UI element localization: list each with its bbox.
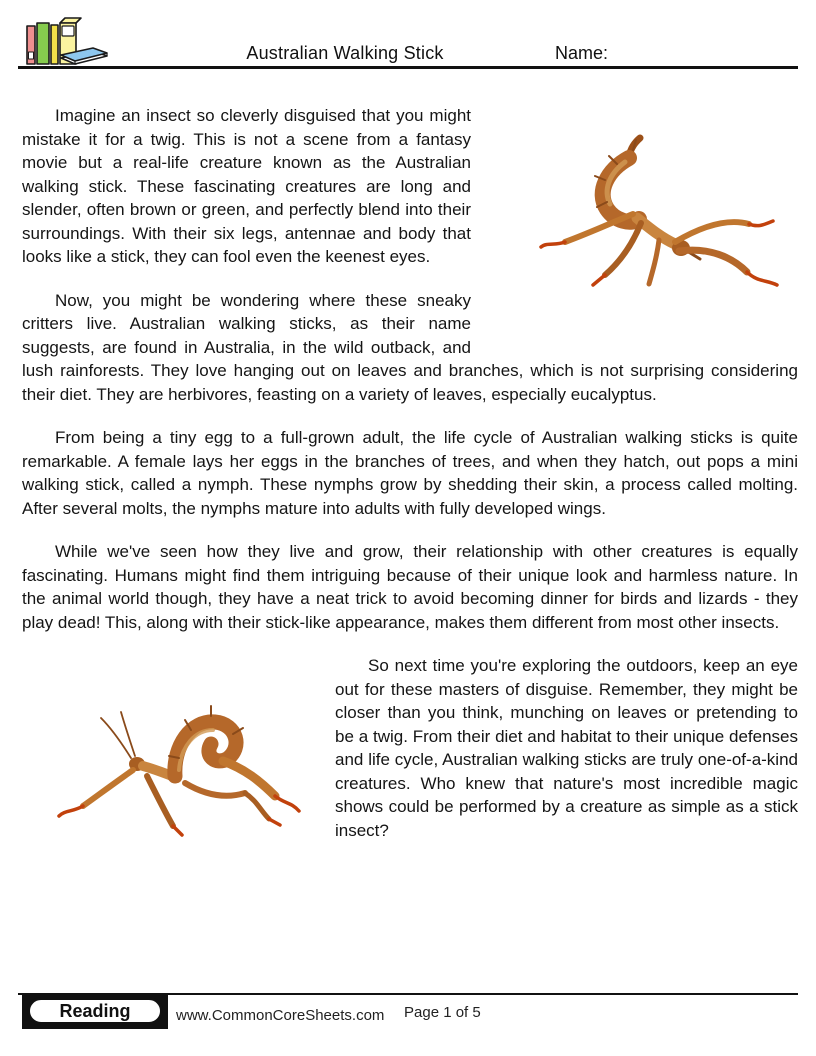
page-number: Page 1 of 5 [404,1004,481,1021]
paragraph-3: From being a tiny egg to a full-grown adult, the life cycle of Australian walking sticks is quite remarkable. A female lays her eggs in the branches of trees, and when they hatch, out pops a mini walking stick, called a nymph. These nymphs grow by shedding their skin, a process called molting. After several molts, the nymphs mature into adults with fully developed wings. [22,428,798,518]
reading-passage [22,104,798,862]
paragraph-2: Now, you might be wondering where these sneaky critters live. Australian walking sticks, as their name suggests, are found in Australia, in the wild outback, and lush rainforests. They love hanging out on leaves and branches, which is not surprising considering their diet. They are herbivores, feasting on a variety of leaves, especially eucalyptus. [22,290,798,404]
reading-badge [22,993,168,1029]
paragraph-4: While we've seen how they live and grow, their relationship with other creatures is equally fascinating. Humans might find them intriguing because of their unique look and harmless nature. In the animal world though, they have a neat trick to avoid becoming dinner for birds and lizards - they play dead! This, along with their stick-like appearance, makes them different from most other insects. [22,542,798,632]
walking-stick-insect-illustration-bottom [55,684,305,842]
walking-stick-image-top [471,104,798,336]
walking-stick-image-bottom [22,654,335,848]
paragraph-5: So next time you're exploring the outdoors, keep an eye out for these masters of disguise. Remember, they might be closer than you think, munching on leaves or pretending to be a twig. From their diet and habitat to their unique defenses and life cycle, Australian walking sticks are truly one-of-a-kind creatures. Who knew that nature's most incredible magic shows could be performed by a creature as simple as a stick insect? [335,656,798,840]
walking-stick-insect-illustration-top [537,130,782,292]
paragraph-1: Imagine an insect so cleverly disguised that you might mistake it for a twig. This is not a scene from a fantasy movie but a real-life creature known as the Australian walking stick. These fascinating creatures are long and slender, often brown or green, and perfectly blend into their surroundings. With their six legs, antennae and body that looks like a stick, they can fool even the keenest eyes. [22,106,471,266]
reading-badge-label: Reading [27,997,163,1025]
stacked-books-icon [21,9,111,66]
header [18,0,798,69]
worksheet-title: Australian Walking Stick [246,43,444,63]
name-label: Name: [555,43,609,63]
website-url: www.CommonCoreSheets.com [176,1007,385,1024]
